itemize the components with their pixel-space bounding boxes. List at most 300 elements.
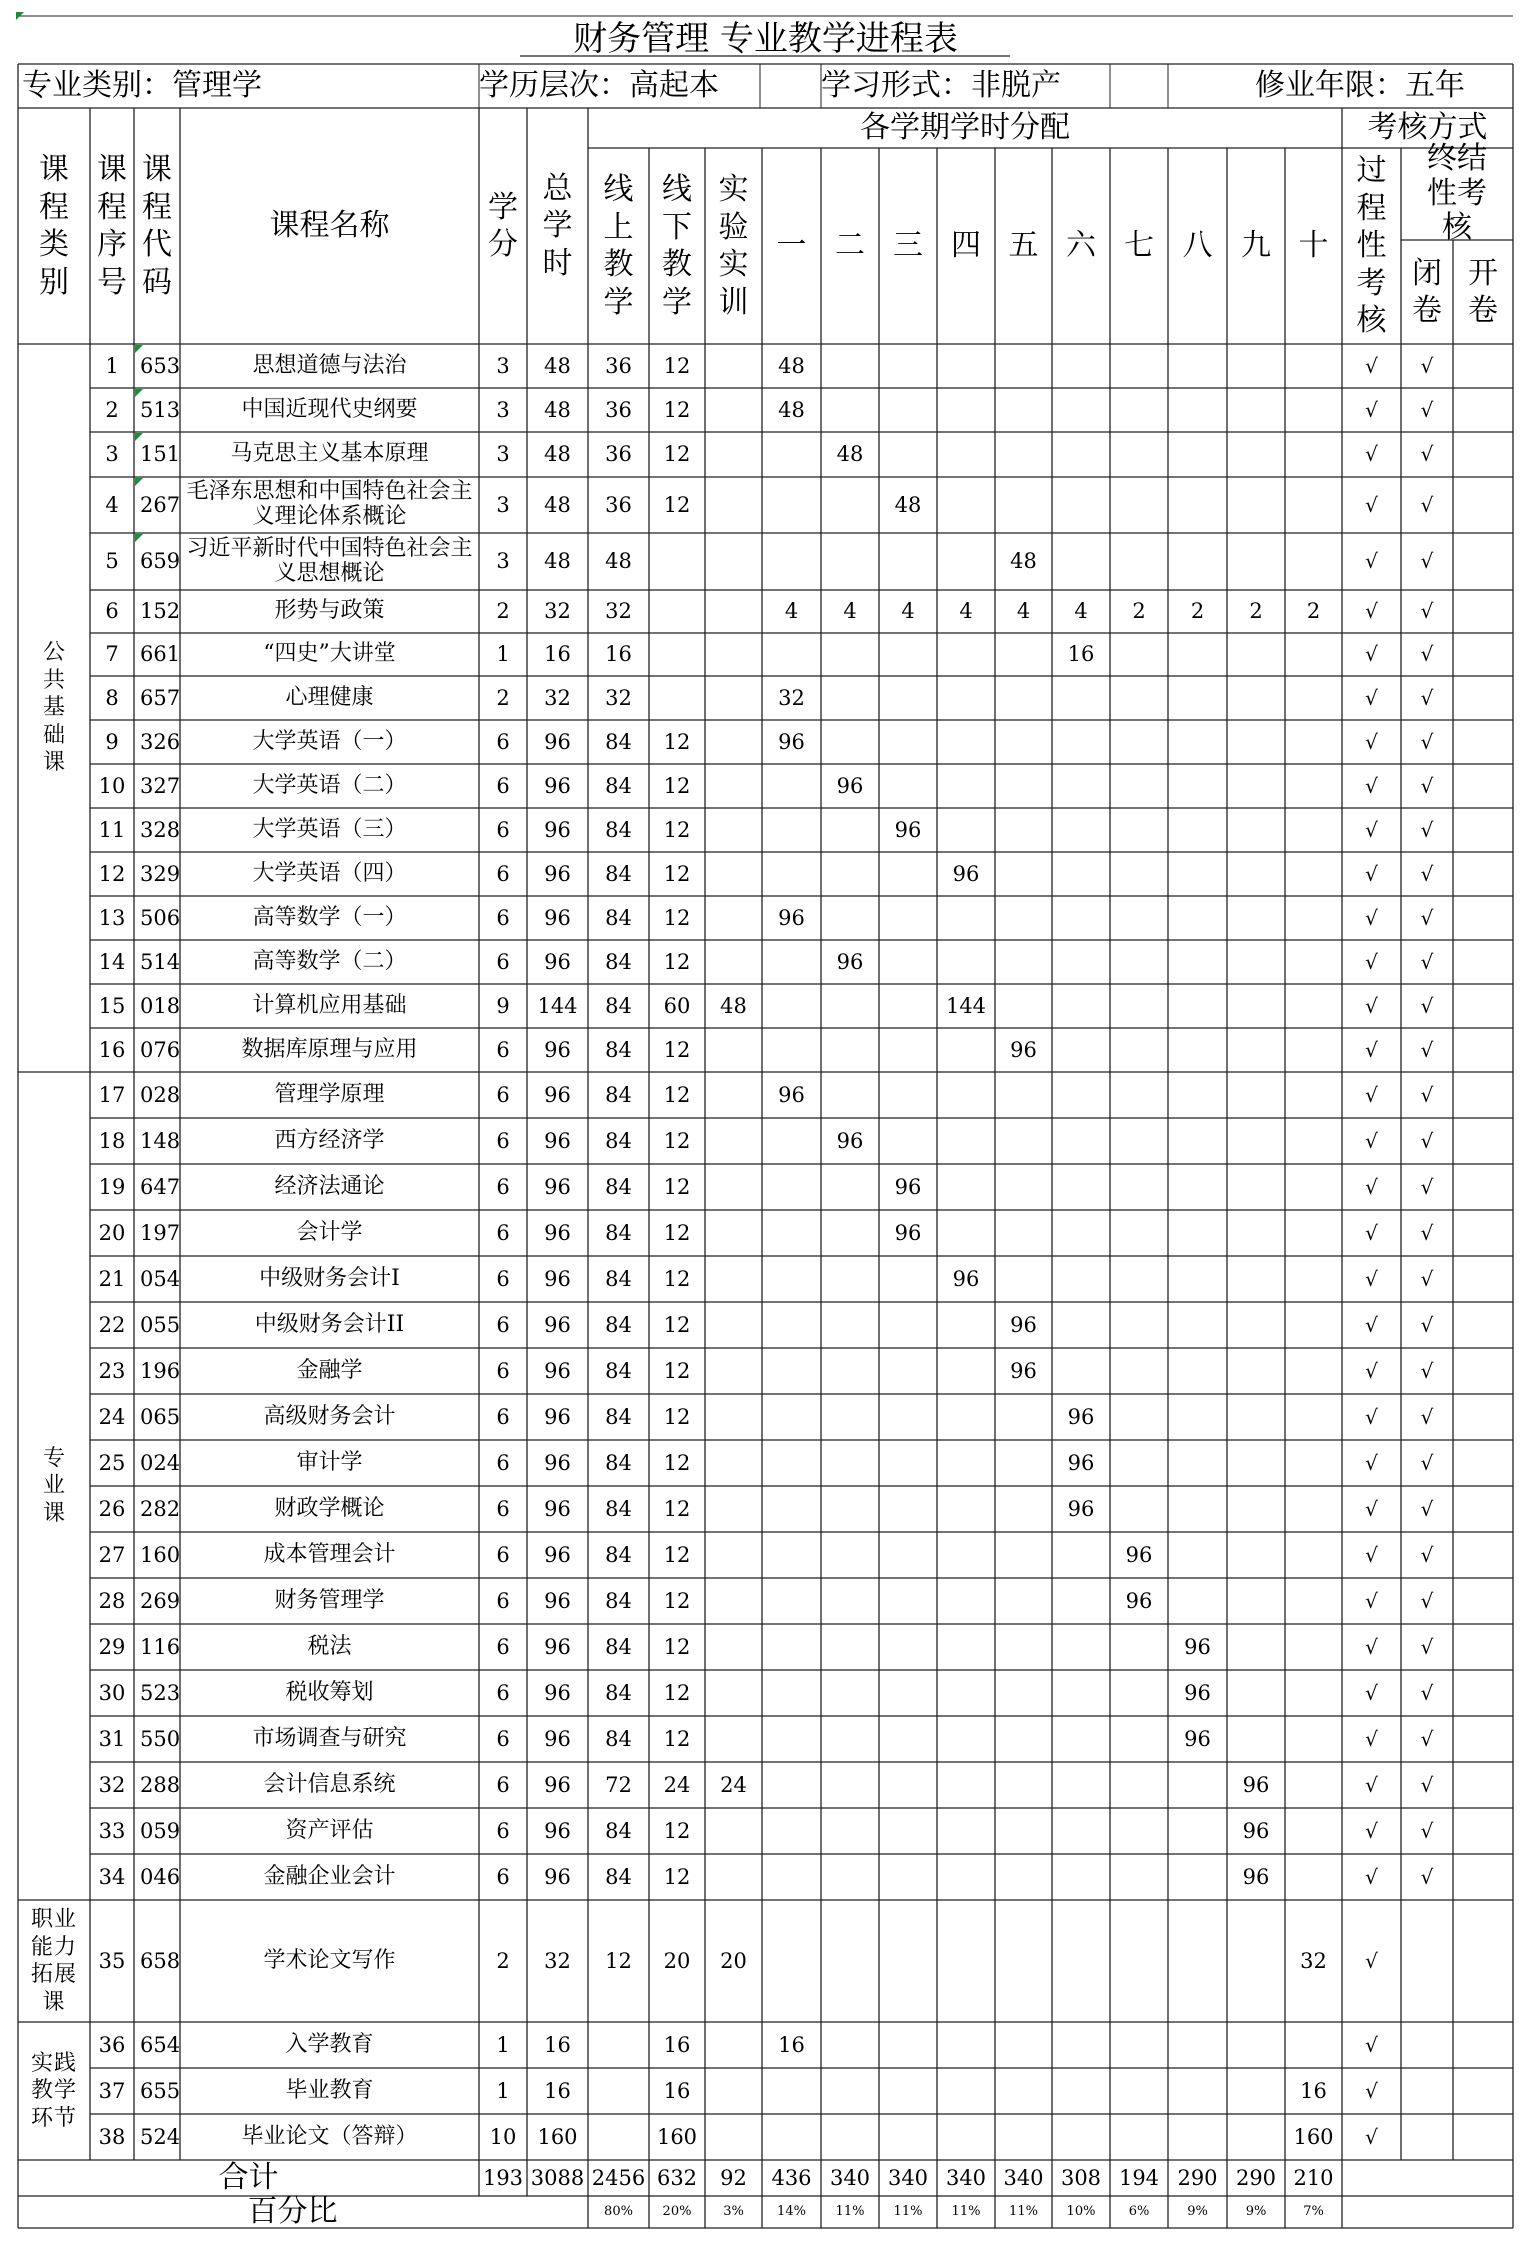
row-15-seq: 15 [98,993,126,1018]
row-5-semester-4 [937,533,995,590]
header-assessment: 考核方式 [1367,109,1488,145]
row-3-semester-6 [1052,432,1110,477]
row-23-total: 96 [544,1358,571,1383]
row-6-semester-2: 4 [843,599,857,624]
row-17-total: 96 [544,1082,571,1107]
header-open [1453,240,1513,344]
row-11-offline: 12 [663,817,691,842]
row-25-semester-4 [937,1440,995,1486]
row-2-semester-8 [1168,388,1227,432]
row-35-seq: 35 [98,1948,126,1973]
row-1-process-check: √ [1365,353,1378,378]
row-12-online: 84 [605,861,632,886]
row-11-code: 328 [140,817,181,842]
row-19-offline: 12 [663,1174,691,1199]
row-5-total: 48 [544,549,571,574]
row-18-semester-9 [1227,1118,1285,1164]
row-15-semester-1 [762,984,821,1028]
row-3-semester-1 [762,432,821,477]
row-14-offline: 12 [663,949,691,974]
row-19-credit: 6 [496,1174,510,1199]
row-36-semester-2 [821,2022,879,2068]
row-5-closed-check: √ [1420,549,1434,573]
totals-semester-7: 194 [1118,2165,1160,2190]
row-13-lab [705,896,762,940]
row-19-semester-3: 96 [894,1174,922,1199]
row-35-online: 12 [605,1948,632,1973]
row-10-offline: 12 [663,773,691,798]
row-30-semester-8: 96 [1184,1680,1211,1705]
row-8-semester-6 [1052,676,1110,720]
row-23-offline: 12 [663,1358,691,1383]
header-semester-8: 八 [1182,227,1213,263]
row-15-semester-9 [1227,984,1285,1028]
row-1-open-check [1453,344,1513,388]
row-33-process-check: √ [1365,1818,1378,1843]
row-29-offline: 12 [663,1634,691,1659]
row-8-semester-2 [821,676,879,720]
row-20-semester-3: 96 [894,1220,922,1245]
row-37-process-check: √ [1365,2078,1378,2103]
row-30-online: 84 [605,1680,632,1705]
header-semester-9: 九 [1241,227,1271,263]
row-33-semester-6 [1052,1808,1110,1854]
row-26-semester-7 [1110,1486,1168,1532]
row-38-open-check [1453,2114,1513,2160]
row-6-online: 32 [605,599,632,624]
row-5-seq: 5 [105,549,119,574]
row-30-open-check [1453,1670,1513,1716]
row-20-semester-2 [821,1210,879,1256]
row-25-semester-5 [995,1440,1052,1486]
row-21-process-check: √ [1365,1266,1378,1291]
row-23-semester-3 [879,1348,937,1394]
row-25-online: 84 [605,1450,632,1475]
row-34-seq: 34 [98,1864,126,1889]
row-32-offline: 24 [663,1772,691,1797]
row-8-semester-7 [1110,676,1168,720]
row-27-semester-10 [1285,1532,1342,1578]
header-code-text: 课程代码 [142,152,172,300]
row-27-semester-3 [879,1532,937,1578]
totals-semester-10: 210 [1293,2165,1334,2190]
row-1-name: 思想道德与法治 [252,352,407,378]
row-12-semester-10 [1285,852,1342,896]
row-10-semester-7 [1110,764,1168,808]
row-34-credit: 6 [496,1864,510,1889]
row-30-semester-6 [1052,1670,1110,1716]
row-33-semester-8 [1168,1808,1227,1854]
row-15-credit: 9 [496,993,510,1018]
row-20-semester-1 [762,1210,821,1256]
group-label-4-text: 实践教学环节 [30,2050,77,2131]
row-16-semester-2 [821,1028,879,1072]
group-label-2-text: 专业课 [42,1445,65,1526]
row-7-credit: 1 [496,642,510,667]
row-20-semester-10 [1285,1210,1342,1256]
row-26-open-check [1453,1486,1513,1532]
row-11-semester-7 [1110,808,1168,852]
row-24-semester-7 [1110,1394,1168,1440]
row-30-process-check: √ [1365,1680,1378,1705]
row-30-closed-check: √ [1420,1680,1434,1705]
row-2-seq: 2 [105,397,119,422]
row-12-semester-9 [1227,852,1285,896]
row-34-semester-7 [1110,1854,1168,1900]
row-31-seq: 31 [98,1726,126,1751]
totals-semester-3: 340 [887,2165,929,2190]
row-6-semester-3: 4 [901,599,915,624]
row-30-semester-10 [1285,1670,1342,1716]
row-32-semester-10 [1285,1762,1342,1808]
row-10-lab [705,764,762,808]
row-21-open-check [1453,1256,1513,1302]
row-21-lab [705,1256,762,1302]
row-7-semester-8 [1168,633,1227,676]
row-10-semester-1 [762,764,821,808]
row-17-semester-2 [821,1072,879,1118]
row-25-semester-8 [1168,1440,1227,1486]
row-27-semester-4 [937,1532,995,1578]
row-1-lab [705,344,762,388]
row-38-semester-6 [1052,2114,1110,2160]
row-7-semester-1 [762,633,821,676]
row-36-total: 16 [544,2032,571,2057]
row-9-semester-2 [821,720,879,764]
row-5-semester-8 [1168,533,1227,590]
info-level: 学历层次：高起本 [479,67,719,103]
row-22-name: 中级财务会计II [254,1311,405,1337]
row-29-closed-check: √ [1420,1634,1434,1659]
row-6-semester-6: 4 [1074,599,1088,624]
row-9-semester-7 [1110,720,1168,764]
row-18-total: 96 [544,1128,571,1153]
row-33-semester-9: 96 [1242,1818,1270,1843]
row-25-total: 96 [544,1450,571,1475]
row-10-code: 327 [140,773,181,798]
row-22-online: 84 [605,1312,632,1337]
header-seq [90,108,134,344]
row-8-credit: 2 [496,685,510,710]
row-1-seq: 1 [105,353,119,378]
percent-semester-8: 9% [1187,2203,1208,2219]
row-31-semester-4 [937,1716,995,1762]
header-semester-3: 三 [893,227,923,263]
row-14-semester-6 [1052,940,1110,984]
row-17-semester-3 [879,1072,937,1118]
row-15-closed-check: √ [1420,993,1434,1018]
row-4-open-check [1453,477,1513,533]
row-16-lab [705,1028,762,1072]
row-22-semester-5: 96 [1010,1312,1037,1337]
row-14-credit: 6 [496,949,510,974]
row-14-name: 高等数学（二） [252,948,407,974]
row-26-semester-1 [762,1486,821,1532]
row-13-semester-4 [937,896,995,940]
row-38-online [588,2114,649,2160]
row-1-online: 36 [605,353,632,378]
row-14-code: 514 [140,949,181,974]
totals-semester-4: 340 [945,2165,987,2190]
row-29-semester-5 [995,1624,1052,1670]
row-18-semester-3 [879,1118,937,1164]
row-33-name: 资产评估 [285,1817,374,1843]
row-17-open-check [1453,1072,1513,1118]
row-12-process-check: √ [1365,861,1378,886]
row-13-process-check: √ [1365,905,1378,930]
row-9-code: 326 [140,729,181,754]
row-11-total: 96 [544,817,571,842]
row-28-semester-9 [1227,1578,1285,1624]
row-35-process-check: √ [1365,1948,1378,1973]
row-11-lab [705,808,762,852]
row-21-semester-4: 96 [952,1266,980,1291]
row-15-total: 144 [537,993,578,1018]
row-19-semester-1 [762,1164,821,1210]
row-27-code: 160 [140,1542,181,1567]
row-33-online: 84 [605,1818,632,1843]
row-3-semester-10 [1285,432,1342,477]
row-15-semester-2 [821,984,879,1028]
row-12-name: 大学英语（四） [252,860,407,886]
row-9-online: 84 [605,729,632,754]
row-35-semester-8 [1168,1900,1227,2022]
percent-semester-7: 6% [1128,2203,1150,2219]
row-6-lab [705,590,762,633]
row-27-lab [705,1532,762,1578]
row-29-semester-1 [762,1624,821,1670]
row-3-code: 151 [140,442,181,467]
row-35-semester-6 [1052,1900,1110,2022]
row-10-credit: 6 [496,773,510,798]
row-29-name: 税法 [307,1633,352,1659]
row-32-process-check: √ [1365,1772,1378,1797]
row-35-semester-5 [995,1900,1052,2022]
row-29-credit: 6 [496,1634,510,1659]
row-23-credit: 6 [496,1358,510,1383]
row-26-seq: 26 [98,1496,126,1521]
row-31-online: 84 [605,1726,632,1751]
row-38-lab [705,2114,762,2160]
row-4-semester-3: 48 [894,492,922,517]
row-32-lab: 24 [720,1772,747,1797]
row-6-semester-7: 2 [1132,599,1146,624]
row-16-name: 数据库原理与应用 [241,1036,418,1062]
row-6-credit: 2 [496,599,510,624]
row-13-semester-3 [879,896,937,940]
row-38-semester-1 [762,2114,821,2160]
row-2-semester-9 [1227,388,1285,432]
row-17-closed-check: √ [1420,1082,1434,1107]
cell-comment-marker [135,534,143,542]
row-17-semester-9 [1227,1072,1285,1118]
row-33-semester-4 [937,1808,995,1854]
row-22-lab [705,1302,762,1348]
row-4-offline: 12 [663,492,691,517]
totals-online: 2456 [591,2165,646,2190]
row-38-semester-10: 160 [1293,2124,1334,2149]
row-4-semester-2 [821,477,879,533]
row-36-open-check [1453,2022,1513,2068]
row-21-semester-8 [1168,1256,1227,1302]
row-6-name: 形势与政策 [274,598,385,624]
row-35-code: 658 [140,1948,181,1973]
row-2-name: 中国近现代史纲要 [241,396,418,422]
row-5-semester-1 [762,533,821,590]
row-24-code: 065 [140,1404,181,1429]
row-11-credit: 6 [496,817,510,842]
row-29-online: 84 [605,1634,632,1659]
row-4-semester-8 [1168,477,1227,533]
row-37-semester-10: 16 [1300,2078,1327,2103]
row-31-name: 市场调查与研究 [252,1725,407,1751]
row-2-closed-check: √ [1420,397,1434,422]
row-11-closed-check: √ [1420,817,1434,842]
header-online-text: 线上教学 [603,172,634,320]
row-10-total: 96 [544,773,571,798]
row-10-semester-2: 96 [836,773,864,798]
row-28-semester-6 [1052,1578,1110,1624]
row-37-lab [705,2068,762,2114]
row-23-semester-7 [1110,1348,1168,1394]
row-5-semester-3 [879,533,937,590]
row-15-process-check: √ [1365,993,1378,1018]
row-5-lab [705,533,762,590]
row-37-semester-3 [879,2068,937,2114]
row-33-total: 96 [544,1818,571,1843]
row-8-semester-8 [1168,676,1227,720]
row-17-semester-6 [1052,1072,1110,1118]
row-30-semester-1 [762,1670,821,1716]
row-16-process-check: √ [1365,1037,1378,1062]
percent-label: 百分比 [247,2193,338,2229]
row-18-online: 84 [605,1128,632,1153]
row-21-code: 054 [140,1266,181,1291]
row-27-seq: 27 [98,1542,126,1567]
row-6-code: 152 [140,599,181,624]
row-6-closed-check: √ [1420,599,1434,623]
row-38-semester-3 [879,2114,937,2160]
header-semester-5: 五 [1008,227,1039,263]
row-24-process-check: √ [1365,1404,1378,1429]
row-24-closed-check: √ [1420,1404,1434,1429]
row-23-semester-4 [937,1348,995,1394]
row-37-semester-2 [821,2068,879,2114]
row-8-online: 32 [605,685,632,710]
row-4-process-check: √ [1365,492,1378,517]
row-11-semester-1 [762,808,821,852]
row-29-lab [705,1624,762,1670]
row-3-semester-3 [879,432,937,477]
percent-semester-9: 9% [1245,2203,1267,2219]
row-14-semester-5 [995,940,1052,984]
row-37-semester-7 [1110,2068,1168,2114]
row-23-semester-2 [821,1348,879,1394]
row-25-lab [705,1440,762,1486]
row-13-semester-2 [821,896,879,940]
row-21-semester-9 [1227,1256,1285,1302]
row-18-semester-4 [937,1118,995,1164]
row-33-code: 059 [140,1818,181,1843]
row-13-online: 84 [605,905,632,930]
row-32-closed-check: √ [1420,1772,1434,1797]
row-14-open-check [1453,940,1513,984]
sheet-comment-marker [16,12,24,20]
row-15-semester-8 [1168,984,1227,1028]
row-7-semester-2 [821,633,879,676]
row-20-semester-7 [1110,1210,1168,1256]
row-3-semester-7 [1110,432,1168,477]
row-22-credit: 6 [496,1312,510,1337]
row-8-semester-4 [937,676,995,720]
row-22-semester-7 [1110,1302,1168,1348]
row-30-semester-7 [1110,1670,1168,1716]
row-6-offline [649,590,705,633]
row-25-process-check: √ [1365,1450,1378,1475]
row-18-semester-8 [1168,1118,1227,1164]
row-36-semester-5 [995,2022,1052,2068]
row-17-semester-1: 96 [778,1082,805,1107]
percent-semester-2: 11% [835,2203,865,2219]
row-9-name: 大学英语（一） [252,728,407,754]
row-32-semester-2 [821,1762,879,1808]
row-35-closed-check [1401,1900,1453,2022]
row-18-semester-5 [995,1118,1052,1164]
row-22-semester-10 [1285,1302,1342,1348]
row-27-semester-9 [1227,1532,1285,1578]
row-24-offline: 12 [663,1404,691,1429]
row-29-semester-8: 96 [1184,1634,1211,1659]
row-23-semester-10 [1285,1348,1342,1394]
row-7-closed-check: √ [1420,642,1434,666]
row-22-semester-1 [762,1302,821,1348]
header-credit [479,108,527,344]
row-27-offline: 12 [663,1542,691,1567]
row-22-semester-4 [937,1302,995,1348]
row-26-total: 96 [544,1496,571,1521]
row-10-semester-3 [879,764,937,808]
row-19-online: 84 [605,1174,632,1199]
row-38-process-check: √ [1365,2124,1378,2149]
row-13-semester-9 [1227,896,1285,940]
row-10-open-check [1453,764,1513,808]
row-36-offline: 16 [663,2032,691,2057]
row-32-name: 会计信息系统 [263,1771,396,1797]
row-31-semester-8: 96 [1184,1726,1211,1751]
row-38-semester-2 [821,2114,879,2160]
row-36-semester-6 [1052,2022,1110,2068]
group-label-1-text: 公共基础课 [42,640,65,776]
row-22-semester-8 [1168,1302,1227,1348]
row-25-seq: 25 [98,1450,126,1475]
row-18-open-check [1453,1118,1513,1164]
row-32-open-check [1453,1762,1513,1808]
row-18-code: 148 [140,1128,181,1153]
row-13-code: 506 [140,905,181,930]
row-32-semester-4 [937,1762,995,1808]
row-19-semester-7 [1110,1164,1168,1210]
row-3-semester-4 [937,432,995,477]
row-6-total: 32 [544,599,571,624]
row-18-name: 西方经济学 [274,1127,385,1153]
row-13-semester-6 [1052,896,1110,940]
row-4-total: 48 [544,492,571,517]
row-34-lab [705,1854,762,1900]
row-27-open-check [1453,1532,1513,1578]
cell-comment-marker [135,389,143,397]
row-3-semester-8 [1168,432,1227,477]
row-36-semester-9 [1227,2022,1285,2068]
